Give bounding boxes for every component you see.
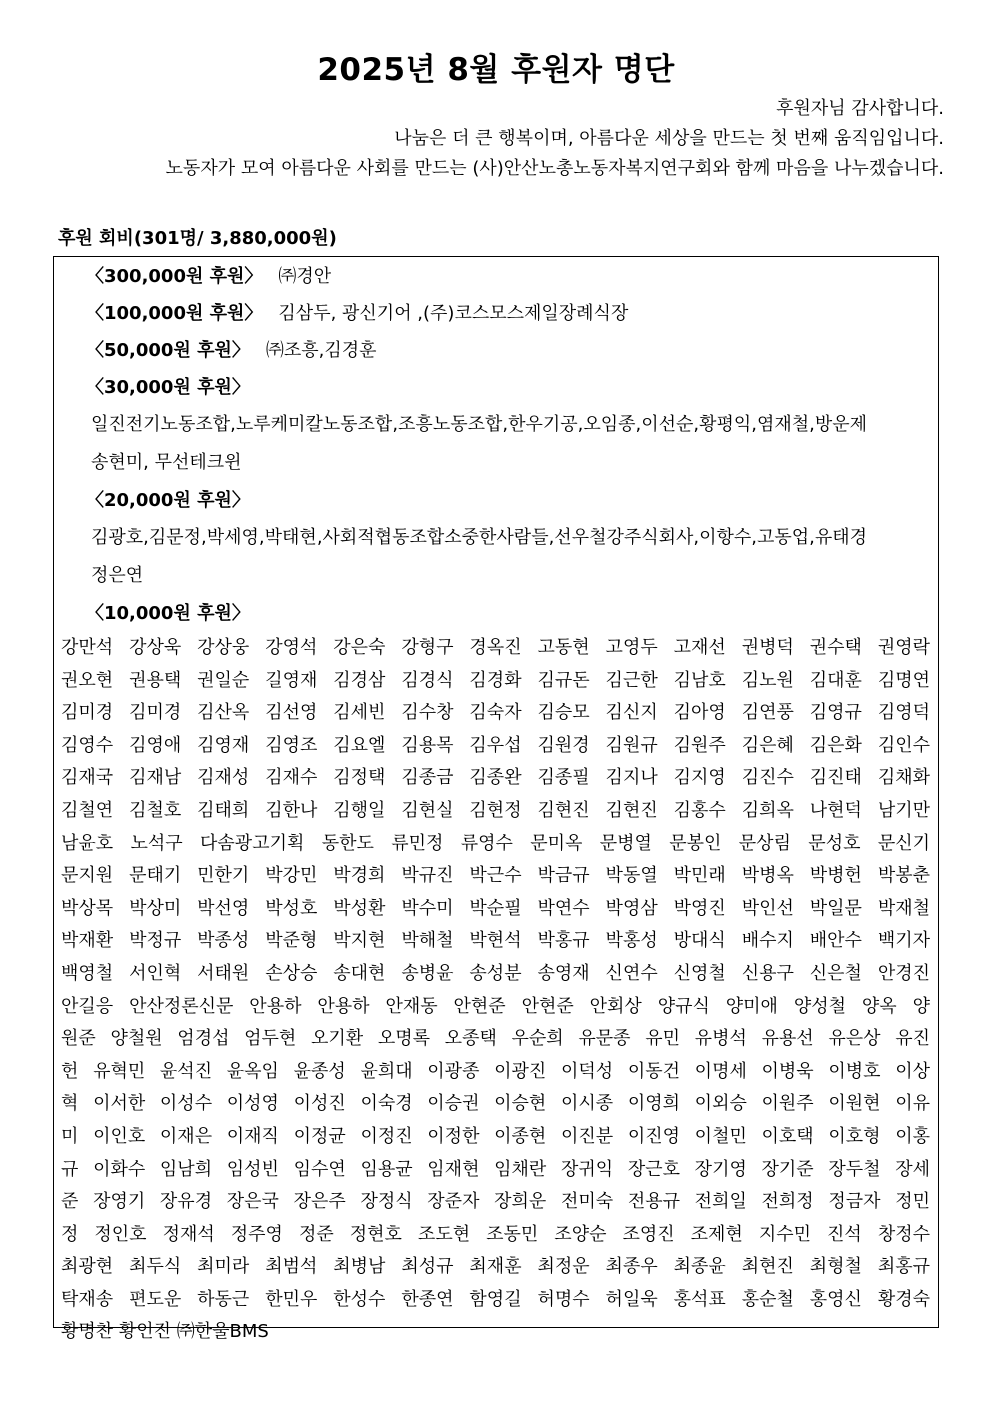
tier-30000-names [91, 406, 930, 482]
tier-label: 〈300,000원 후원〉 [86, 266, 263, 287]
tier-label: 〈50,000원 후원〉 [86, 340, 250, 361]
name-line: 탁재송 편도운 하동근 한민우 한성수 한종연 함영길 허명수 허일욱 홍석표 홍순철 홍영신 황경숙 [61, 1288, 930, 1310]
tier-label: 〈100,000원 후원〉 [86, 303, 263, 324]
section-title: 후원 회비(301명/ 3,880,000원) [58, 228, 337, 249]
tier-names: ㈜경안 [278, 266, 332, 287]
name-line: 백영철 서인혁 서태원 손상승 송대현 송병윤 송성분 송영재 신연수 신영철 신용구 신은철 안경진 [61, 962, 930, 984]
intro-line: 후원자님 감사합니다. [776, 98, 944, 119]
name-line: 문지원 문태기 민한기 박강민 박경희 박규진 박근수 박금규 박동열 박민래 박병옥 박병헌 박봉춘 [61, 865, 930, 887]
name-line: 황명찬 황인진 ㈜한울BMS [61, 1321, 269, 1343]
tier-names: ㈜조흥,김경훈 [265, 340, 377, 361]
donor-list-box [53, 256, 939, 1343]
page-title: 2025년 8월 후원자 명단 [317, 52, 675, 88]
tier-100000 [86, 295, 930, 332]
name-line: 정 정인호 정재석 정주영 정준 정현호 조도현 조동민 조양순 조영진 조제현 지수민 진석 창정수 [61, 1223, 930, 1245]
name-line: 규 이화수 임남희 임성빈 임수연 임용균 임재현 임채란 장귀익 장근호 장기영 장기준 장두철 장세 [61, 1158, 930, 1180]
name-line: 권오현 권용택 권일순 길영재 김경삼 김경식 김경화 김규돈 김근한 김남호 김노원 김대훈 김명연 [61, 669, 930, 691]
name-line: 혁 이서한 이성수 이성영 이성진 이숙경 이승권 이승현 이시종 이영희 이외승 이원주 이원현 이유 [61, 1093, 930, 1115]
name-line: 안길응 안산정론신문 안용하 안용하 안재동 안현준 안현준 안회상 양규식 양미애 양성철 양옥 양 [61, 995, 930, 1017]
name-line: 김미경 김미경 김산옥 김선영 김세빈 김수창 김숙자 김승모 김신지 김아영 김연풍 김영규 김영덕 [61, 702, 930, 724]
tier-30000 [86, 369, 930, 406]
intro-line: 나눔은 더 큰 행복이며, 아름다운 세상을 만드는 첫 번째 움직임입니다. [394, 128, 944, 149]
tier-label: 〈10,000원 후원〉 [86, 603, 250, 624]
intro-line: 노동자가 모여 아름다운 사회를 만드는 (사)안산노총노동자복지연구회와 함께 마음을 나누겠습니다. [165, 158, 944, 179]
name-line: 박상목 박상미 박선영 박성호 박성환 박수미 박순필 박연수 박영삼 박영진 박인선 박일문 박재철 [61, 897, 930, 919]
name-line: 송현미, 무선테크윈 [91, 452, 242, 473]
name-line: 김재국 김재남 김재성 김재수 김정택 김종금 김종완 김종필 김지나 김지영 김진수 김진태 김채화 [61, 767, 930, 789]
name-line: 헌 유혁민 윤석진 윤옥임 윤종성 윤희대 이광종 이광진 이덕성 이동건 이명세 이병욱 이병호 이상 [61, 1060, 930, 1082]
tier-20000 [86, 482, 930, 519]
tier-10000-names [61, 632, 930, 1349]
tier-label: 〈20,000원 후원〉 [86, 490, 250, 511]
name-line: 최광현 최두식 최미라 최범석 최병남 최성규 최재훈 최정운 최종우 최종윤 최현진 최형철 최홍규 [61, 1256, 930, 1278]
name-line: 박재환 박정규 박종성 박준형 박지현 박해철 박현석 박홍규 박홍성 방대식 배수지 배안수 백기자 [61, 930, 930, 952]
tier-names: 김삼두, 광신기어 ,(주)코스모스제일장례식장 [278, 303, 629, 324]
name-line: 미 이인호 이재은 이재직 이정균 이정진 이정한 이종현 이진분 이진영 이철민 이호택 이호형 이홍 [61, 1125, 930, 1147]
tier-20000-names [91, 519, 930, 595]
tier-300000 [86, 258, 930, 295]
tier-10000 [86, 595, 930, 632]
intro-text [166, 94, 944, 184]
name-line: 강만석 강상욱 강상웅 강영석 강은숙 강형구 경옥진 고동현 고영두 고재선 권병덕 권수택 권영락 [61, 637, 930, 658]
name-line: 김광호,김문정,박세영,박태현,사회적협동조합소중한사람들,선우철강주식회사,이항수,고동업,유태경 [91, 527, 868, 548]
tier-label: 〈30,000원 후원〉 [86, 377, 250, 398]
name-line: 김영수 김영애 김영재 김영조 김요엘 김용목 김우섭 김원경 김원규 김원주 김은혜 김은화 김인수 [61, 734, 930, 756]
name-line: 김철연 김철호 김태희 김한나 김행일 김현실 김현정 김현진 김현진 김홍수 김희옥 나현덕 남기만 [61, 799, 930, 821]
tier-50000 [86, 332, 930, 369]
name-line: 정은연 [91, 565, 144, 586]
name-line: 원준 양철원 엄경섭 엄두현 오기환 오명록 오종택 우순희 유문종 유민 유병석 유용선 유은상 유진 [61, 1028, 930, 1050]
name-line: 남윤호 노석구 다솜광고기획 동한도 류민정 류영수 문미옥 문병열 문봉인 문상림 문성호 문신기 [61, 832, 930, 854]
name-line: 준 장영기 장유경 장은국 장은주 장정식 장준자 장희운 전미숙 전용규 전희일 전희정 정금자 정민 [61, 1191, 930, 1213]
name-line: 일진전기노동조합,노루케미칼노동조합,조흥노동조합,한우기공,오임종,이선순,황평익,염재철,방운제 [91, 414, 868, 435]
